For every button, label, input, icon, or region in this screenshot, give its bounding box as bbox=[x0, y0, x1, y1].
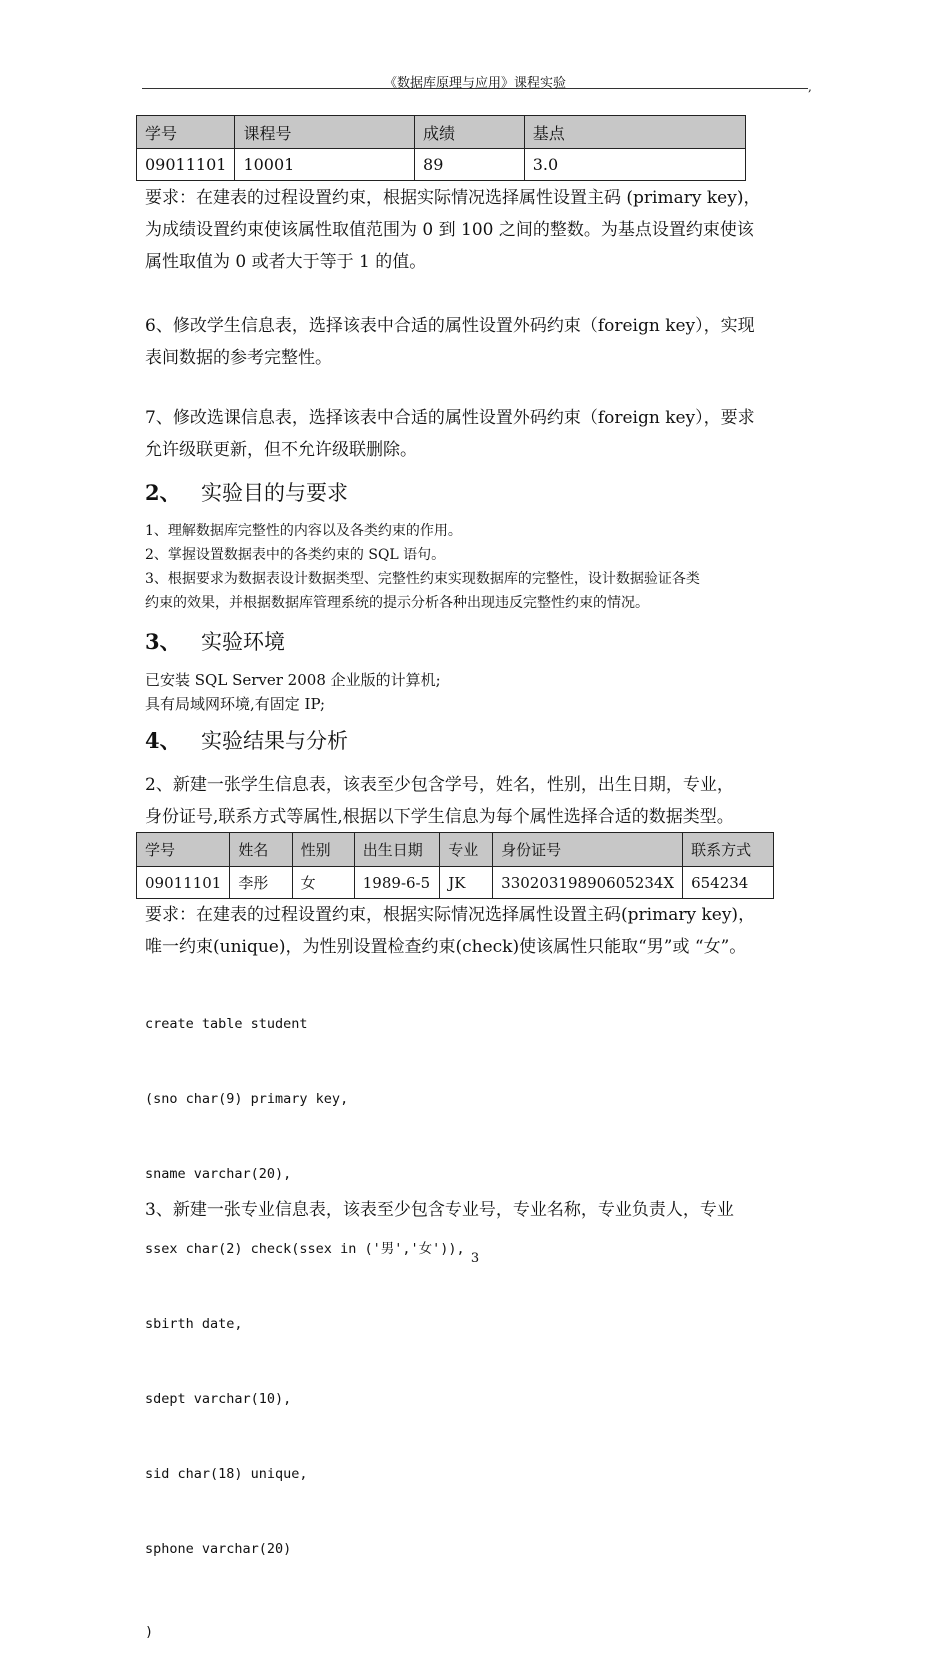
text-line: 要求：在建表的过程设置约束，根据实际情况选择属性设置主码 (primary key)， bbox=[145, 188, 761, 208]
header-rule bbox=[142, 88, 808, 89]
section-heading-2 bbox=[145, 477, 348, 507]
list-item: 具有局域网环境,有固定 IP; bbox=[145, 695, 326, 713]
page-header-title: 《数据库原理与应用》课程实验 bbox=[383, 76, 566, 91]
section-3-list bbox=[145, 668, 810, 716]
table-cell: 09011101 bbox=[137, 149, 235, 181]
section-title: 实验结果与分析 bbox=[201, 729, 348, 753]
table-header-cell: 专业 bbox=[440, 833, 493, 867]
text-line: 要求：在建表的过程设置约束，根据实际情况选择属性设置主码(primary key)， bbox=[145, 905, 756, 925]
code-line: create table student bbox=[145, 1016, 308, 1032]
list-item: 约束的效果，并根据数据库管理系统的提示分析各种出现违反完整性约束的情况。 bbox=[145, 595, 649, 611]
text-line: 唯一约束(unique)，为性别设置检查约束(check)使该属性只能取“男”或 “女”。 bbox=[145, 937, 747, 957]
table-header-row bbox=[137, 116, 746, 149]
student-table bbox=[136, 832, 774, 899]
table-header-cell: 课程号 bbox=[235, 116, 415, 149]
list-item: 3、根据要求为数据表设计数据类型、完整性约束实现数据库的完整性，设计数据验证各类 bbox=[145, 571, 700, 587]
table-cell: 3.0 bbox=[524, 149, 745, 181]
item-2-paragraph bbox=[145, 769, 810, 833]
table-header-cell: 性别 bbox=[292, 833, 354, 867]
requirement-paragraph-1 bbox=[145, 182, 810, 278]
table-cell: 09011101 bbox=[137, 867, 230, 899]
table-header-cell: 姓名 bbox=[230, 833, 292, 867]
code-line: ) bbox=[145, 1624, 154, 1640]
table-header-cell: 身份证号 bbox=[493, 833, 683, 867]
table-cell: 1989-6-5 bbox=[354, 867, 439, 899]
table-cell: 女 bbox=[292, 867, 354, 899]
table-header-cell: 学号 bbox=[137, 116, 235, 149]
grade-table bbox=[136, 115, 746, 181]
table-cell: 李彤 bbox=[230, 867, 292, 899]
text-line: 身份证号,联系方式等属性,根据以下学生信息为每个属性选择合适的数据类型。 bbox=[145, 807, 734, 827]
header-mark: , bbox=[808, 80, 812, 94]
table-row bbox=[137, 149, 746, 181]
section-number: 3、 bbox=[145, 629, 181, 654]
section-heading-4 bbox=[145, 725, 348, 755]
table-cell: JK bbox=[440, 867, 493, 899]
table-header-cell: 基点 bbox=[524, 116, 745, 149]
section-title: 实验环境 bbox=[201, 630, 285, 654]
list-item: 已安装 SQL Server 2008 企业版的计算机; bbox=[145, 671, 441, 689]
text-line: 表间数据的参考完整性。 bbox=[145, 348, 332, 368]
code-line: sphone varchar(20) bbox=[145, 1541, 292, 1557]
code-line: (sno char(9) primary key, bbox=[145, 1091, 349, 1107]
text-line: 属性取值为 0 或者大于等于 1 的值。 bbox=[145, 252, 427, 272]
section-number: 2、 bbox=[145, 480, 181, 505]
text-line: 允许级联更新，但不允许级联删除。 bbox=[145, 440, 417, 460]
sql-code-block bbox=[145, 962, 465, 1670]
code-line: sid char(18) unique, bbox=[145, 1466, 308, 1482]
code-line: sname varchar(20), bbox=[145, 1166, 292, 1182]
item-3-paragraph bbox=[145, 1194, 810, 1226]
text-line: 6、修改学生信息表，选择该表中合适的属性设置外码约束（foreign key），实现 bbox=[145, 316, 755, 336]
section-heading-3 bbox=[145, 626, 285, 656]
code-line: ssex char(2) check(ssex in ('男','女')), bbox=[145, 1241, 465, 1257]
table-header-row bbox=[137, 833, 774, 867]
table-header-cell: 联系方式 bbox=[683, 833, 774, 867]
list-item: 2、掌握设置数据表中的各类约束的 SQL 语句。 bbox=[145, 547, 446, 563]
section-title: 实验目的与要求 bbox=[201, 481, 348, 505]
text-line: 2、新建一张学生信息表，该表至少包含学号，姓名，性别，出生日期，专业， bbox=[145, 775, 734, 795]
section-number: 4、 bbox=[145, 728, 181, 753]
page-number: 3 bbox=[470, 1251, 480, 1266]
table-cell: 33020319890605234X bbox=[493, 867, 683, 899]
list-item: 1、理解数据库完整性的内容以及各类约束的作用。 bbox=[145, 523, 462, 539]
item-6-paragraph bbox=[145, 310, 810, 374]
section-2-list bbox=[145, 519, 810, 615]
table-cell: 89 bbox=[415, 149, 525, 181]
table-cell: 10001 bbox=[235, 149, 415, 181]
table-header-cell: 成绩 bbox=[415, 116, 525, 149]
text-line: 7、修改选课信息表，选择该表中合适的属性设置外码约束（foreign key），要求 bbox=[145, 408, 755, 428]
table-header-cell: 学号 bbox=[137, 833, 230, 867]
table-header-cell: 出生日期 bbox=[354, 833, 439, 867]
text-line: 为成绩设置约束使该属性取值范围为 0 到 100 之间的整数。为基点设置约束使该 bbox=[145, 220, 754, 240]
item-7-paragraph bbox=[145, 402, 810, 466]
code-line: sbirth date, bbox=[145, 1316, 243, 1332]
text-line: 3、新建一张专业信息表，该表至少包含专业号，专业名称，专业负责人，专业 bbox=[145, 1200, 734, 1220]
requirement-paragraph-2 bbox=[145, 899, 810, 963]
table-row bbox=[137, 867, 774, 899]
table-cell: 654234 bbox=[683, 867, 774, 899]
code-line: sdept varchar(10), bbox=[145, 1391, 292, 1407]
